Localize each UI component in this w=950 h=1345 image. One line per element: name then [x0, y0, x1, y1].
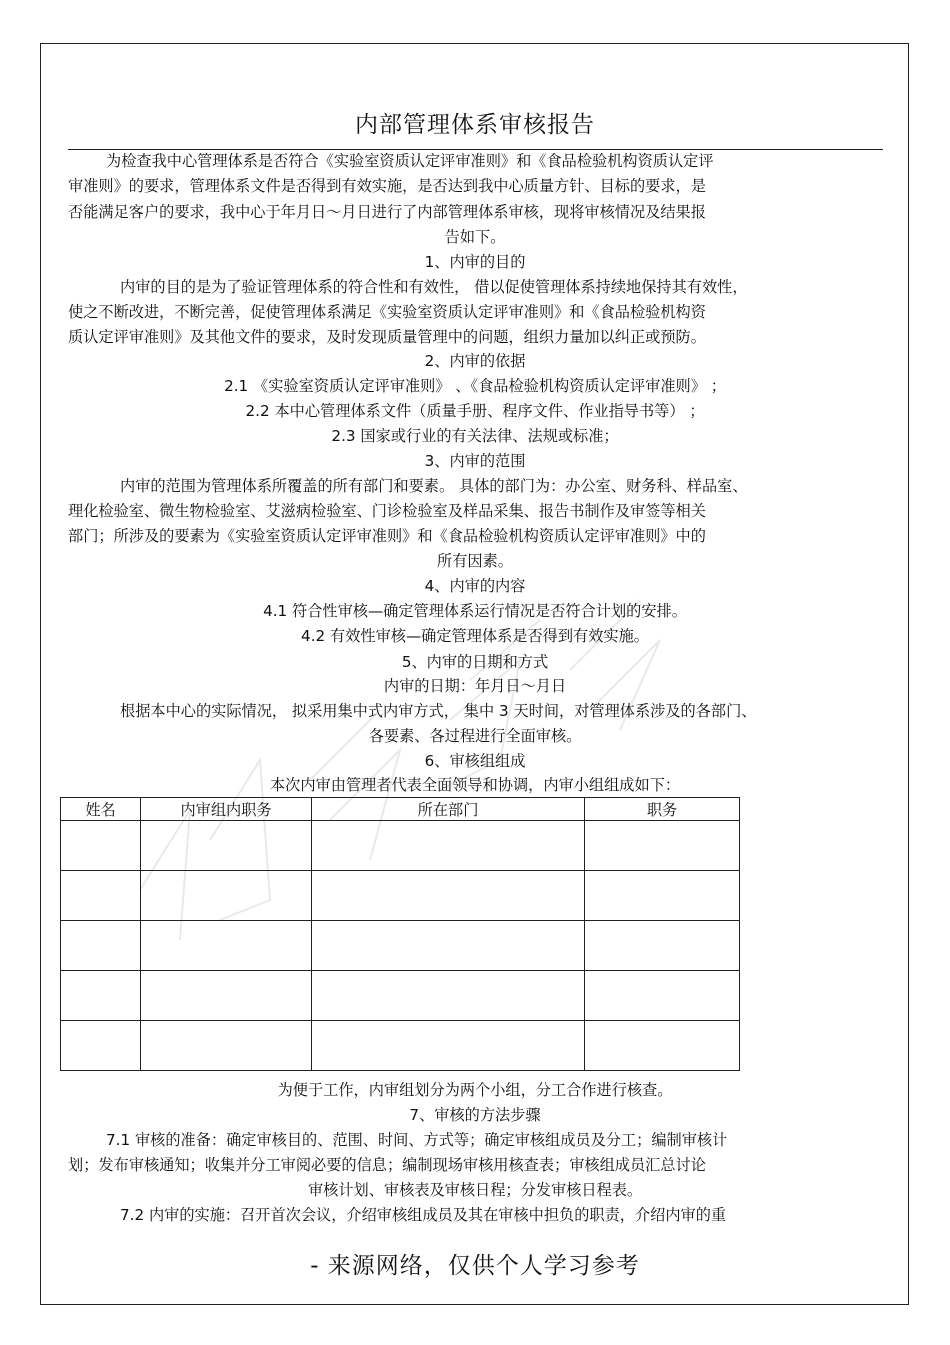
- table-cell: [312, 871, 585, 921]
- section-3-heading: 3、内审的范围: [424, 452, 526, 470]
- table-cell: [61, 821, 141, 871]
- column-header-position: 职务: [585, 798, 740, 821]
- table-cell: [585, 1021, 740, 1071]
- section-4-item: 4.2 有效性审核—确定管理体系是否得到有效实施。: [301, 627, 649, 645]
- section-3-line: 内审的范围为管理体系所覆盖的所有部门和要素。 具体的部门为：办公室、财务科、样品室、: [120, 477, 748, 495]
- section-7-line: 7.2 内审的实施：召开首次会议，介绍审核组成员及其在审核中担负的职责，介绍内审的重: [120, 1206, 727, 1224]
- section-7-line: 审核计划、审核表及审核日程；分发审核日程表。: [307, 1181, 643, 1199]
- table-cell: [585, 921, 740, 971]
- column-header-department: 所在部门: [312, 798, 585, 821]
- section-1-line: 使之不断改进，不断完善，促使管理体系满足《实验室资质认定评审准则》和《食品检验机构资: [68, 303, 706, 321]
- section-3-line: 部门；所涉及的要素为《实验室资质认定评审准则》和《食品检验机构资质认定评审准则》中的: [68, 527, 706, 545]
- document-title: 内部管理体系审核报告: [355, 112, 595, 138]
- section-2-item: 2.1 《实验室资质认定评审准则》 、《食品检验机构资质认定评审准则》 ；: [224, 377, 726, 395]
- intro-line: 否能满足客户的要求，我中心于年月日～月日进行了内部管理体系审核，现将审核情况及结果报: [68, 203, 706, 221]
- table-cell: [61, 1021, 141, 1071]
- table-row: [61, 921, 740, 971]
- table-cell: [585, 971, 740, 1021]
- table-cell: [61, 971, 141, 1021]
- section-5-heading: 5、内审的日期和方式: [401, 653, 549, 671]
- table-row: [61, 821, 740, 871]
- audit-team-table: [60, 797, 740, 1071]
- table-cell: [312, 821, 585, 871]
- section-1-line: 内审的目的是为了验证管理体系的符合性和有效性， 借以促使管理体系持续地保持其有效性，: [120, 278, 748, 296]
- section-2-item: 2.2 本中心管理体系文件（质量手册、程序文件、作业指导书等） ；: [245, 402, 705, 420]
- section-2-item: 2.3 国家或行业的有关法律、法规或标准；: [331, 427, 619, 445]
- table-cell: [141, 1021, 312, 1071]
- table-header-row: [61, 798, 740, 821]
- intro-line: 告如下。: [444, 228, 506, 246]
- table-cell: [585, 871, 740, 921]
- section-3-line: 所有因素。: [437, 552, 513, 570]
- footer-note: - 来源网络，仅供个人学习参考: [310, 1253, 640, 1279]
- table-cell: [141, 871, 312, 921]
- section-4-heading: 4、内审的内容: [424, 577, 526, 595]
- title-rule: [68, 149, 883, 150]
- table-cell: [61, 921, 141, 971]
- section-1-heading: 1、内审的目的: [424, 253, 526, 271]
- table-row: [61, 871, 740, 921]
- section-4-item: 4.1 符合性审核—确定管理体系运行情况是否符合计划的安排。: [263, 602, 687, 620]
- section-7-line: 划；发布审核通知；收集并分工审阅必要的信息；编制现场审核用核查表；审核组成员汇总讨论: [68, 1156, 706, 1174]
- table-cell: [61, 871, 141, 921]
- column-header-name: 姓名: [61, 798, 141, 821]
- table-cell: [141, 821, 312, 871]
- section-5-line: 各要素、各过程进行全面审核。: [368, 727, 582, 745]
- section-7-heading: 7、审核的方法步骤: [409, 1106, 541, 1124]
- table-cell: [312, 921, 585, 971]
- section-6-heading: 6、审核组组成: [424, 752, 526, 770]
- table-cell: [141, 971, 312, 1021]
- section-6-after: 为便于工作，内审组划分为两个小组，分工合作进行核查。: [277, 1081, 673, 1099]
- table-cell: [141, 921, 312, 971]
- intro-line: 为检查我中心管理体系是否符合《实验室资质认定评审准则》和《食品检验机构资质认定评: [106, 152, 714, 170]
- section-3-line: 理化检验室、微生物检验室、艾滋病检验室、门诊检验室及样品采集、报告书制作及审签等相关: [68, 502, 706, 520]
- table-cell: [585, 821, 740, 871]
- intro-line: 审准则》的要求，管理体系文件是否得到有效实施，是否达到我中心质量方针、目标的要求，是: [68, 177, 706, 195]
- audit-date: 内审的日期：年月日～月日: [383, 677, 567, 695]
- section-1-line: 质认定评审准则》及其他文件的要求，及时发现质量管理中的问题，组织力量加以纠正或预防。: [68, 328, 706, 346]
- table-cell: [312, 1021, 585, 1071]
- section-2-heading: 2、内审的依据: [424, 352, 526, 370]
- table-cell: [312, 971, 585, 1021]
- table-row: [61, 971, 740, 1021]
- section-6-intro: 本次内审由管理者代表全面领导和协调，内审小组组成如下：: [269, 776, 681, 794]
- section-7-line: 7.1 审核的准备：确定审核目的、范围、时间、方式等；确定审核组成员及分工；编制审核计: [106, 1131, 728, 1149]
- column-header-team-role: 内审组内职务: [141, 798, 312, 821]
- table-row: [61, 1021, 740, 1071]
- section-5-line: 根据本中心的实际情况， 拟采用集中式内审方式， 集中 3 天时间，对管理体系涉及的各部门、: [120, 702, 757, 720]
